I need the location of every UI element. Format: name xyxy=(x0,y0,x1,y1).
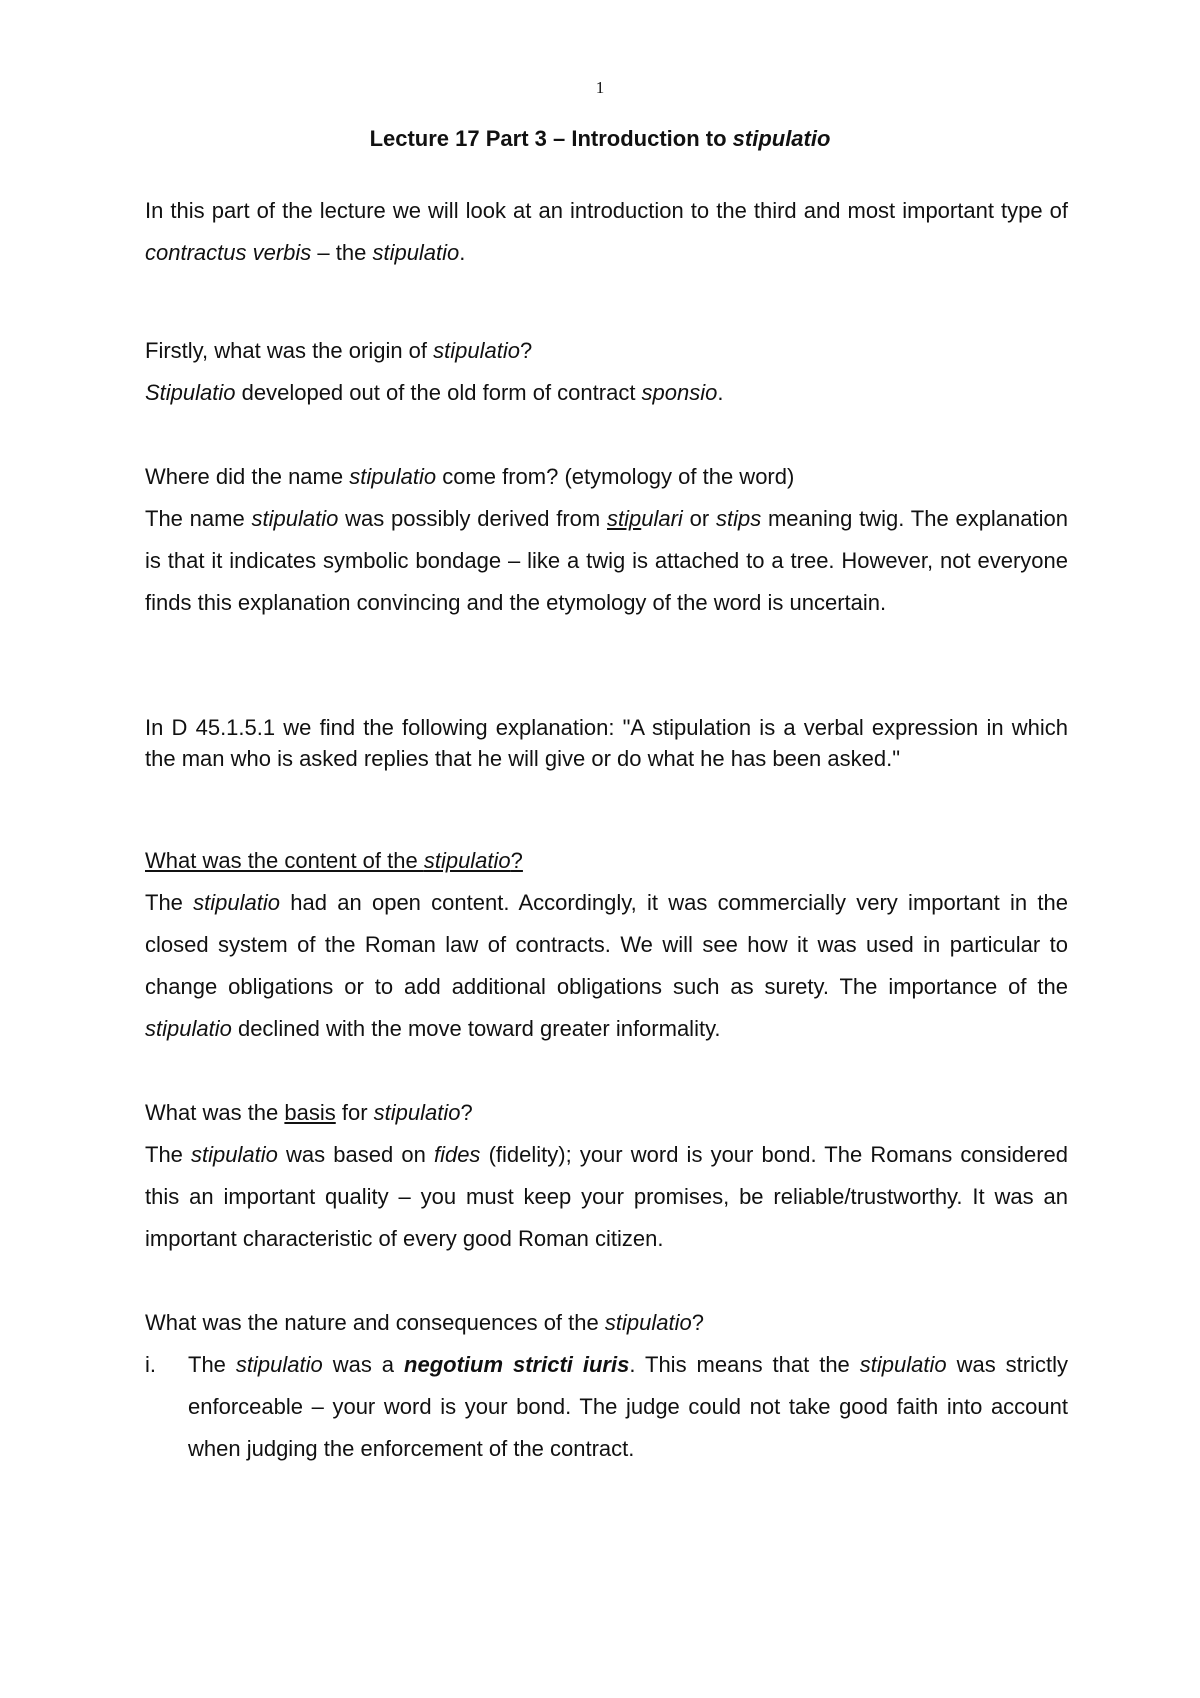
page-title: Lecture 17 Part 3 – Introduction to stipulatio xyxy=(369,126,831,151)
origin-question: Firstly, what was the origin of stipulatio? xyxy=(145,338,533,363)
name-question: Where did the name stipulatio come from? (etymology of the word) xyxy=(145,464,795,489)
basis-question: What was the basis for stipulatio? xyxy=(145,1100,473,1125)
etymology-paragraph: The name stipulatio was possibly derived from stipulari or stips meaning twig. The explanation is that it indicates symbolic bondage – like a twig is attached to a tree. However, not everyone finds this explanation convincing and the etymology of the word is uncertain. xyxy=(145,506,1068,615)
origin-answer: Stipulatio developed out of the old form of contract sponsio. xyxy=(145,380,724,405)
intro-paragraph: In this part of the lecture we will look at an introduction to the third and most important type of contractus verbis – the stipulatio. xyxy=(145,198,1068,265)
content-paragraph: The stipulatio had an open content. Accordingly, it was commercially very important in the closed system of the Roman law of contracts. We will see how it was used in particular to change obligations or to add additional obligations such as surety. The importance of the stipulatio declined with the move toward greater informality. xyxy=(145,890,1068,1041)
list-item xyxy=(145,1344,1068,1470)
list-item-text: The stipulatio was a negotium stricti iuris. This means that the stipulatio was strictly enforceable – your word is your bond. The judge could not take good faith into account when judging the enforcement of the contract. xyxy=(188,1352,1068,1461)
basis-paragraph: The stipulatio was based on fides (fidelity); your word is your bond. The Romans considered this an important quality – you must keep your promises, be reliable/trustworthy. It was an important characteristic of every good Roman citizen. xyxy=(145,1142,1068,1251)
digest-quote-paragraph: In D 45.1.5.1 we find the following explanation: "A stipulation is a verbal expression in which the man who is asked replies that he will give or do what he has been asked." xyxy=(145,715,1068,771)
content-heading: What was the content of the stipulatio? xyxy=(145,848,523,873)
nature-question: What was the nature and consequences of the stipulatio? xyxy=(145,1310,704,1335)
page-number: 1 xyxy=(595,78,605,97)
list-marker: i. xyxy=(145,1352,156,1377)
